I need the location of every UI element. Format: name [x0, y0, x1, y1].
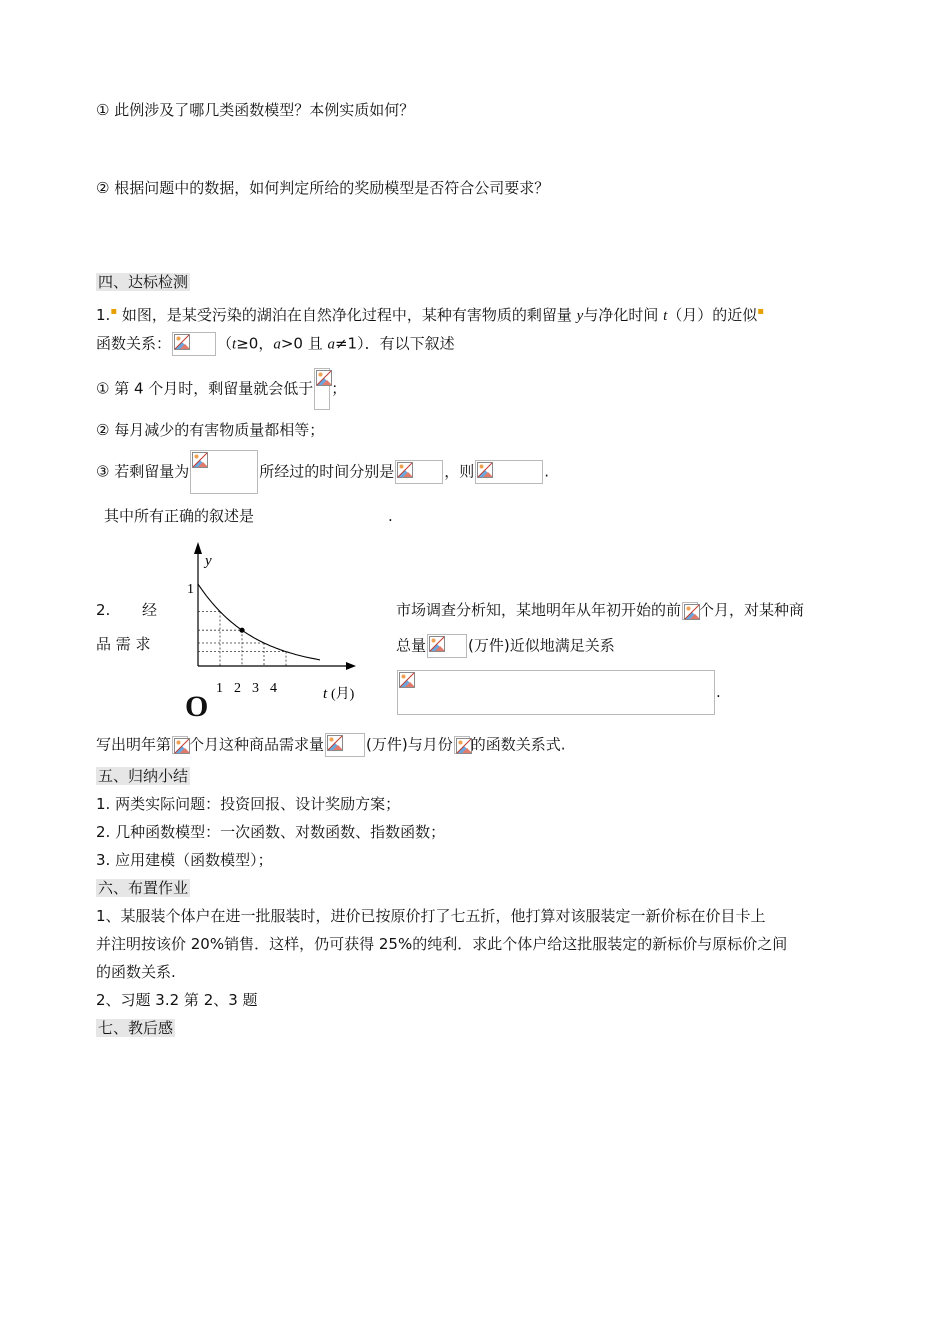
x-tick-label: 3	[252, 681, 259, 696]
problem-1-text-a: 如图，是某受污染的湖泊在自然净化过程中，某种有害物质的剩留量	[117, 306, 577, 324]
problem-2-text-1-end: 个月，对某种商	[699, 601, 805, 619]
question-1: ① 此例涉及了哪几类函数模型？本例实质如何？	[96, 101, 415, 119]
cond-open: （	[217, 334, 233, 353]
y-tick-1: 1	[187, 582, 194, 597]
var-t: t	[663, 308, 668, 324]
problem-2-text-2a: 总量	[396, 636, 427, 655]
broken-image-icon	[399, 672, 416, 689]
problem-2-text-4a: 写出明年第	[96, 735, 172, 754]
problem-2-text-1: 市场调查分析知，某地明年从年初开始的前	[396, 601, 682, 619]
broken-image-icon	[456, 738, 473, 755]
problem-2-text-2b: (万件)近似地满足关系	[468, 636, 615, 655]
formula-image-placeholder	[397, 670, 715, 715]
broken-image-icon	[477, 462, 494, 479]
problem-2-line-1	[396, 600, 804, 620]
statement-3	[96, 450, 549, 494]
formula-image-placeholder	[454, 736, 470, 754]
cond-b: >0 且	[280, 334, 328, 353]
summary-item-3: 3. 应用建模（函数模型）；	[96, 851, 273, 869]
broken-image-icon	[192, 452, 209, 469]
problem-1-text-c: （月）的近似	[667, 306, 758, 324]
formula-image-placeholder	[395, 460, 443, 484]
origin-label: O	[185, 690, 209, 723]
var-a: a	[273, 336, 281, 353]
section-4-title: 四、达标检测	[98, 273, 189, 291]
statement-3-text-a: ③ 若剩留量为	[96, 462, 190, 481]
function-relation-label: 函数关系：	[96, 334, 172, 353]
formula-image-placeholder	[475, 460, 543, 484]
problem-1-line-1	[96, 302, 860, 326]
broken-image-icon	[429, 636, 446, 653]
problem-2-line-3	[396, 670, 721, 715]
y-axis-label: y	[205, 553, 212, 569]
formula-image-placeholder	[314, 368, 330, 410]
problem-2-left: 品 需 求	[96, 635, 151, 653]
x-axis-label-t: t	[323, 686, 328, 702]
summary-item-1: 1. 两类实际问题：投资回报、设计奖励方案；	[96, 795, 401, 813]
problem-2-number: 2.	[96, 601, 111, 619]
statement-1-end: ；	[331, 379, 347, 398]
problem-2-text-4c: (万件)与月份	[366, 735, 453, 754]
formula-image-placeholder	[427, 634, 467, 658]
problem-1-text-b: 与净化时间	[583, 306, 664, 324]
cond-a: ≥0，	[236, 334, 274, 353]
data-point	[239, 628, 244, 633]
broken-image-icon	[174, 334, 191, 351]
formula-image-placeholder	[172, 736, 188, 754]
edit-mark-icon: ▪	[110, 306, 118, 317]
y-axis-arrow	[194, 542, 202, 554]
section-7-title: 七、教后感	[98, 1019, 174, 1037]
var-y: y	[576, 308, 584, 324]
homework-1-line-2: 并注明按该价 20%销售．这样，仍可获得 25%的纯利．求此个体户给这批服装定的新标价与原标价之间	[96, 935, 788, 953]
x-tick-label: 1	[216, 681, 223, 696]
formula-image-placeholder	[325, 733, 365, 757]
broken-image-icon	[684, 604, 701, 621]
var-a: a	[327, 336, 335, 353]
formula-image-placeholder	[682, 602, 698, 620]
section-6-heading	[96, 878, 190, 898]
question-2: ② 根据问题中的数据，如何判定所给的奖励模型是否符合公司要求？	[96, 179, 550, 197]
problem-2-line-4	[96, 733, 566, 757]
statement-3-text-c: ，则	[444, 462, 475, 481]
broken-image-icon	[327, 735, 344, 752]
section-4-heading	[96, 272, 190, 292]
summary-text: 其中所有正确的叙述是	[104, 507, 255, 525]
problem-2-line-2	[396, 634, 615, 658]
section-7-heading	[96, 1018, 175, 1038]
section-5-heading	[96, 766, 190, 786]
statement-2: ② 每月减少的有害物质量都相等；	[96, 421, 325, 439]
x-tick-label: 2	[234, 681, 241, 696]
problem-2-jing: 经	[142, 601, 158, 619]
section-5-title: 五、归纳小结	[98, 767, 189, 785]
edit-mark-icon: ▪	[757, 306, 765, 317]
statement-3-end: .	[544, 462, 550, 481]
problem-2-text-3-end: .	[716, 683, 721, 701]
statement-3-text-b: 所经过的时间分别是	[259, 462, 395, 481]
problem-1-line-2	[96, 332, 455, 356]
formula-image-placeholder	[190, 450, 258, 494]
statement-1	[96, 368, 346, 410]
x-axis-label-unit: (月)	[331, 687, 355, 702]
broken-image-icon	[397, 462, 414, 479]
homework-2: 2、习题 3.2 第 2、3 题	[96, 991, 258, 1009]
summary-line	[104, 506, 393, 526]
problem-2-text-4d: 的函数关系式.	[470, 735, 566, 754]
summary-item-2: 2. 几种函数模型：一次函数、对数函数、指数函数；	[96, 823, 446, 841]
section-6-title: 六、布置作业	[98, 879, 189, 897]
x-axis-arrow	[346, 662, 356, 670]
problem-1-number: 1.	[96, 306, 111, 324]
problem-2-text-4b: 个月这种商品需求量	[189, 735, 325, 754]
homework-1-line-3: 的函数关系.	[96, 963, 176, 981]
summary-end: .	[388, 507, 393, 525]
formula-image-placeholder	[172, 332, 216, 356]
statement-1-text: ① 第 4 个月时，剩留量就会低于	[96, 379, 314, 398]
cond-c: ≠1）．有以下叙述	[334, 334, 455, 353]
x-tick-label: 4	[270, 681, 277, 696]
broken-image-icon	[174, 738, 191, 755]
broken-image-icon	[316, 370, 333, 387]
decay-curve	[198, 584, 320, 660]
dashed-gridlines	[198, 612, 286, 667]
homework-1-line-1: 1、某服装个体户在进一批服装时，进价已按原价打了七五折，他打算对该服装定一新价标在价目卡上	[96, 907, 766, 925]
var-t: t	[232, 336, 237, 353]
